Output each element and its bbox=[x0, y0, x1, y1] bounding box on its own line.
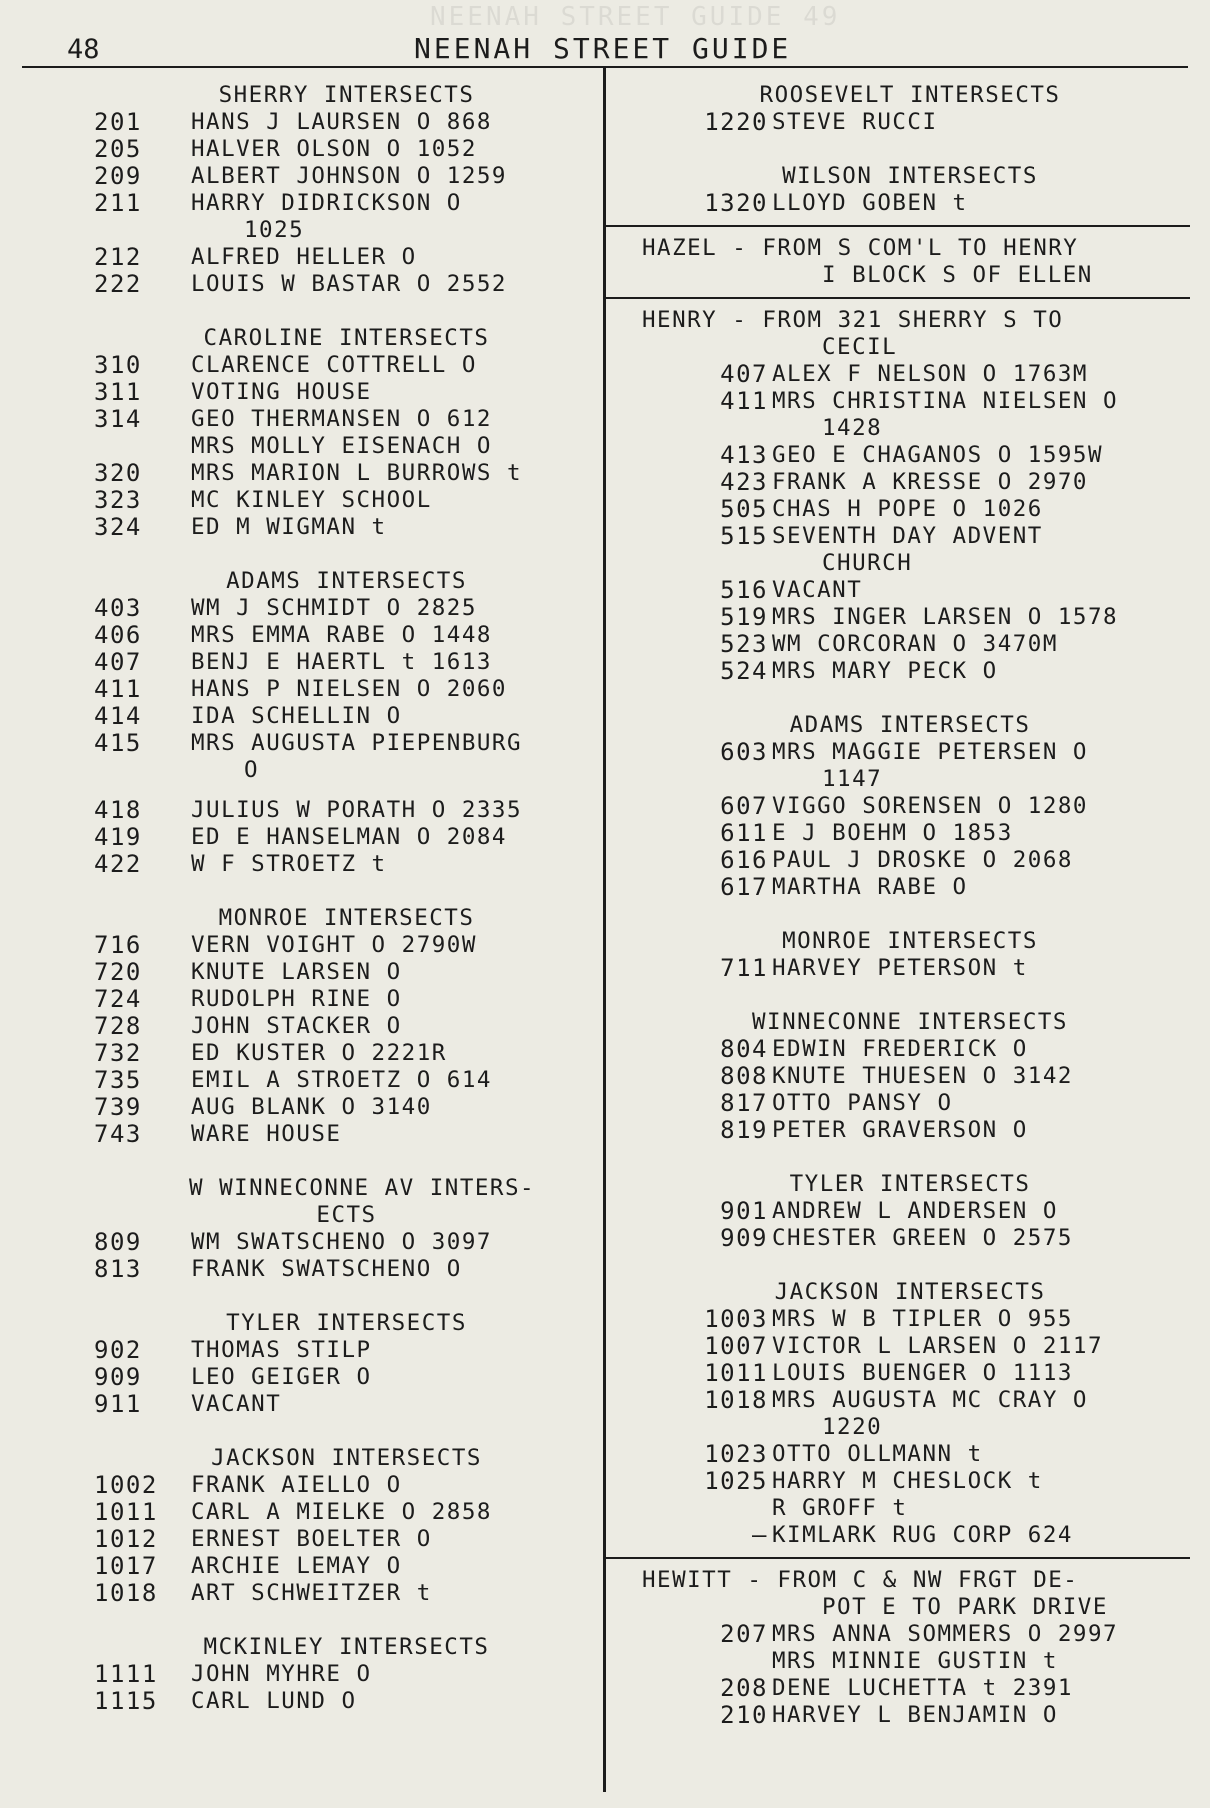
house-number: 1025 bbox=[704, 1467, 768, 1495]
street-heading bbox=[632, 307, 1188, 334]
resident-name: ALBERT JOHNSON O 1259 bbox=[191, 163, 507, 189]
house-number: — bbox=[752, 1521, 768, 1549]
directory-entry bbox=[94, 1553, 599, 1580]
spacer bbox=[94, 1283, 599, 1310]
resident-name: CHAS H POPE O 1026 bbox=[772, 496, 1043, 522]
resident-name: PETER GRAVERSON O bbox=[772, 1117, 1028, 1143]
house-number: 739 bbox=[94, 1093, 142, 1121]
continuation-text: 1220 bbox=[822, 1414, 883, 1440]
directory-entry bbox=[94, 433, 599, 460]
section-heading: ADAMS INTERSECTS bbox=[226, 568, 467, 594]
entry-continuation bbox=[632, 766, 1188, 793]
house-number: 205 bbox=[94, 135, 142, 163]
directory-entry bbox=[94, 703, 599, 730]
spacer bbox=[94, 1148, 599, 1175]
resident-name: KNUTE THUESEN O 3142 bbox=[772, 1063, 1073, 1089]
house-number: 311 bbox=[94, 378, 142, 406]
resident-name: RUDOLPH RINE O bbox=[191, 986, 402, 1012]
resident-name: WM CORCORAN O 3470M bbox=[772, 631, 1058, 657]
house-number: 1002 bbox=[94, 1471, 158, 1499]
house-number: 909 bbox=[720, 1224, 768, 1252]
directory-entry bbox=[94, 1661, 599, 1688]
section-heading: TYLER INTERSECTS bbox=[789, 1171, 1031, 1197]
rule-line bbox=[604, 225, 1190, 227]
directory-entry bbox=[632, 631, 1188, 658]
entry-continuation bbox=[632, 1414, 1188, 1441]
directory-entry bbox=[94, 1067, 599, 1094]
directory-entry bbox=[94, 244, 599, 271]
directory-entry bbox=[94, 797, 599, 824]
section-heading: TYLER INTERSECTS bbox=[226, 1310, 467, 1336]
directory-entry bbox=[632, 847, 1188, 874]
resident-name: ED M WIGMAN t bbox=[191, 514, 387, 540]
spacer bbox=[632, 1144, 1188, 1171]
house-number: 415 bbox=[94, 729, 142, 757]
house-number: 808 bbox=[720, 1062, 768, 1090]
directory-entry bbox=[94, 1526, 599, 1553]
directory-entry bbox=[632, 1495, 1188, 1522]
section-heading: WILSON INTERSECTS bbox=[782, 163, 1038, 189]
resident-name: E J BOEHM O 1853 bbox=[772, 820, 1013, 846]
house-number: 406 bbox=[94, 621, 142, 649]
column-divider bbox=[603, 66, 606, 1792]
house-number: 324 bbox=[94, 513, 142, 541]
directory-entry bbox=[94, 1580, 599, 1607]
directory-entry bbox=[94, 649, 599, 676]
directory-entry bbox=[94, 487, 599, 514]
section-heading: MONROE INTERSECTS bbox=[218, 905, 475, 931]
directory-entry bbox=[632, 955, 1188, 982]
entry-continuation bbox=[632, 550, 1188, 577]
house-number: 209 bbox=[94, 162, 142, 190]
directory-entry bbox=[94, 595, 599, 622]
continuation-text: 1025 bbox=[244, 217, 305, 243]
directory-entry bbox=[632, 1360, 1188, 1387]
directory-entry bbox=[632, 1063, 1188, 1090]
directory-entry bbox=[632, 1648, 1188, 1675]
resident-name: MRS EMMA RABE O 1448 bbox=[191, 622, 492, 648]
directory-entry bbox=[632, 469, 1188, 496]
resident-name: HARRY DIDRICKSON O bbox=[191, 190, 462, 216]
directory-entry bbox=[94, 824, 599, 851]
resident-name: MARTHA RABE O bbox=[772, 874, 968, 900]
spacer bbox=[632, 901, 1188, 928]
directory-entry bbox=[94, 514, 599, 541]
resident-name: MRS CHRISTINA NIELSEN O bbox=[772, 388, 1119, 414]
resident-name: HARVEY PETERSON t bbox=[772, 955, 1028, 981]
resident-name: IDA SCHELLIN O bbox=[191, 703, 402, 729]
resident-name: MRS MARION L BURROWS t bbox=[191, 460, 523, 486]
directory-entry bbox=[94, 932, 599, 959]
resident-name: ALFRED HELLER O bbox=[191, 244, 417, 270]
house-number: 1018 bbox=[704, 1386, 768, 1414]
directory-entry bbox=[632, 1387, 1188, 1414]
directory-entry bbox=[94, 163, 599, 190]
section-heading: WINNECONNE INTERSECTS bbox=[752, 1009, 1068, 1035]
section-heading: ECTS bbox=[316, 1202, 377, 1228]
house-number: 611 bbox=[720, 819, 768, 847]
house-number: 422 bbox=[94, 850, 142, 878]
house-number: 902 bbox=[94, 1336, 142, 1364]
house-number: 809 bbox=[94, 1228, 142, 1256]
directory-entry bbox=[632, 1090, 1188, 1117]
house-number: 411 bbox=[720, 387, 768, 415]
spacer bbox=[632, 685, 1188, 712]
entry-continuation bbox=[94, 217, 599, 244]
directory-entry bbox=[632, 604, 1188, 631]
resident-name: THOMAS STILP bbox=[191, 1337, 372, 1363]
house-number: 732 bbox=[94, 1039, 142, 1067]
entry-continuation bbox=[632, 415, 1188, 442]
house-number: 414 bbox=[94, 702, 142, 730]
house-number: 519 bbox=[720, 603, 768, 631]
resident-name: ALEX F NELSON O 1763M bbox=[772, 361, 1088, 387]
section-heading: W WINNECONNE AV INTERS- bbox=[189, 1175, 536, 1201]
directory-entry bbox=[632, 388, 1188, 415]
spacer bbox=[632, 982, 1188, 1009]
directory-entry bbox=[94, 1094, 599, 1121]
directory-entry bbox=[632, 874, 1188, 901]
house-number: 1003 bbox=[704, 1305, 768, 1333]
bleed-through-text: NEENAH STREET GUIDE 49 bbox=[430, 2, 841, 32]
directory-entry bbox=[632, 1198, 1188, 1225]
spacer bbox=[94, 784, 599, 797]
house-number: 616 bbox=[720, 846, 768, 874]
resident-name: DENE LUCHETTA t 2391 bbox=[772, 1675, 1073, 1701]
directory-entry bbox=[632, 523, 1188, 550]
section-heading: ADAMS INTERSECTS bbox=[789, 712, 1031, 738]
spacer bbox=[94, 1418, 599, 1445]
directory-entry bbox=[94, 676, 599, 703]
house-number: 617 bbox=[720, 873, 768, 901]
house-number: 804 bbox=[720, 1035, 768, 1063]
resident-name: EMIL A STROETZ O 614 bbox=[191, 1067, 492, 1093]
resident-name: MC KINLEY SCHOOL bbox=[191, 487, 432, 513]
directory-entry bbox=[94, 136, 599, 163]
house-number: 735 bbox=[94, 1066, 142, 1094]
street-description: I BLOCK S OF ELLEN bbox=[822, 262, 1093, 288]
directory-entry bbox=[632, 793, 1188, 820]
directory-entry bbox=[94, 730, 599, 757]
directory-entry bbox=[94, 1499, 599, 1526]
house-number: 819 bbox=[720, 1116, 768, 1144]
resident-name: MRS INGER LARSEN O 1578 bbox=[772, 604, 1119, 630]
house-number: 211 bbox=[94, 189, 142, 217]
house-number: 210 bbox=[720, 1701, 768, 1729]
resident-name: MRS MINNIE GUSTIN t bbox=[772, 1648, 1058, 1674]
directory-entry bbox=[94, 379, 599, 406]
rule-line bbox=[604, 1557, 1190, 1559]
directory-entry bbox=[632, 658, 1188, 685]
house-number: 1011 bbox=[704, 1359, 768, 1387]
section-heading: SHERRY INTERSECTS bbox=[218, 82, 475, 108]
house-number: 603 bbox=[720, 738, 768, 766]
spacer bbox=[94, 878, 599, 905]
house-number: 407 bbox=[94, 648, 142, 676]
directory-entry bbox=[632, 1621, 1188, 1648]
directory-entry bbox=[94, 851, 599, 878]
directory-entry bbox=[632, 577, 1188, 604]
house-number: 323 bbox=[94, 486, 142, 514]
resident-name: WM J SCHMIDT O 2825 bbox=[191, 595, 477, 621]
directory-entry bbox=[632, 1468, 1188, 1495]
resident-name: ED E HANSELMAN O 2084 bbox=[191, 824, 507, 850]
spacer bbox=[94, 541, 599, 568]
house-number: 516 bbox=[720, 576, 768, 604]
spacer bbox=[632, 1252, 1188, 1279]
street-heading bbox=[632, 235, 1188, 262]
directory-entry bbox=[632, 1522, 1188, 1549]
continuation-text: 1147 bbox=[822, 766, 883, 792]
house-number: 201 bbox=[94, 108, 142, 136]
house-number: 909 bbox=[94, 1363, 142, 1391]
continuation-text: 1428 bbox=[822, 415, 883, 441]
house-number: 515 bbox=[720, 522, 768, 550]
directory-entry bbox=[632, 1225, 1188, 1252]
directory-entry bbox=[632, 1036, 1188, 1063]
resident-name: R GROFF t bbox=[772, 1495, 908, 1521]
resident-name: CLARENCE COTTRELL O bbox=[191, 352, 477, 378]
house-number: 813 bbox=[94, 1255, 142, 1283]
resident-name: WM SWATSCHENO O 3097 bbox=[191, 1229, 492, 1255]
house-number: 423 bbox=[720, 468, 768, 496]
continuation-text: O bbox=[244, 757, 260, 783]
directory-entry bbox=[94, 986, 599, 1013]
section-rule bbox=[632, 217, 1188, 235]
directory-entry bbox=[632, 739, 1188, 766]
resident-name: ERNEST BOELTER O bbox=[191, 1526, 432, 1552]
directory-entry bbox=[632, 361, 1188, 388]
resident-name: VACANT bbox=[772, 577, 863, 603]
directory-entry bbox=[632, 1117, 1188, 1144]
section-heading: JACKSON INTERSECTS bbox=[774, 1279, 1046, 1305]
continuation-text: CHURCH bbox=[822, 550, 913, 576]
resident-name: CARL LUND O bbox=[191, 1688, 357, 1714]
page-title: NEENAH STREET GUIDE bbox=[414, 32, 792, 65]
resident-name: VERN VOIGHT O 2790W bbox=[191, 932, 477, 958]
directory-entry bbox=[94, 1364, 599, 1391]
street-heading-continuation bbox=[632, 262, 1188, 289]
entry-continuation bbox=[94, 757, 599, 784]
house-number: 724 bbox=[94, 985, 142, 1013]
section-heading: MONROE INTERSECTS bbox=[782, 928, 1038, 954]
resident-name: JOHN MYHRE O bbox=[191, 1661, 372, 1687]
street-description: HEWITT - FROM C & NW FRGT DE- bbox=[642, 1567, 1079, 1593]
house-number: 314 bbox=[94, 405, 142, 433]
house-number: 716 bbox=[94, 931, 142, 959]
directory-entry bbox=[94, 959, 599, 986]
resident-name: VIGGO SORENSEN O 1280 bbox=[772, 793, 1088, 819]
section-heading: ROOSEVELT INTERSECTS bbox=[759, 82, 1061, 108]
street-heading-continuation bbox=[632, 334, 1188, 361]
directory-entry bbox=[94, 460, 599, 487]
house-number: 419 bbox=[94, 823, 142, 851]
directory-entry bbox=[94, 190, 599, 217]
house-number: 407 bbox=[720, 360, 768, 388]
resident-name: JOHN STACKER O bbox=[191, 1013, 402, 1039]
directory-entry bbox=[94, 271, 599, 298]
directory-entry bbox=[632, 1675, 1188, 1702]
directory-entry bbox=[94, 1472, 599, 1499]
resident-name: EDWIN FREDERICK O bbox=[772, 1036, 1028, 1062]
house-number: 743 bbox=[94, 1120, 142, 1148]
house-number: 524 bbox=[720, 657, 768, 685]
directory-entry bbox=[94, 622, 599, 649]
resident-name: MRS ANNA SOMMERS O 2997 bbox=[772, 1621, 1119, 1647]
directory-entry bbox=[632, 1441, 1188, 1468]
spacer bbox=[94, 298, 599, 325]
resident-name: HANS P NIELSEN O 2060 bbox=[191, 676, 507, 702]
resident-name: W F STROETZ t bbox=[191, 851, 387, 877]
directory-entry bbox=[632, 1333, 1188, 1360]
house-number: 207 bbox=[720, 1620, 768, 1648]
right-column bbox=[632, 82, 1188, 1729]
resident-name: JULIUS W PORATH O 2335 bbox=[191, 797, 523, 823]
resident-name: ANDREW L ANDERSEN O bbox=[772, 1198, 1058, 1224]
left-column bbox=[94, 82, 599, 1715]
section-rule bbox=[632, 1549, 1188, 1567]
resident-name: LLOYD GOBEN t bbox=[772, 190, 968, 216]
resident-name: MRS MARY PECK O bbox=[772, 658, 998, 684]
house-number: 1023 bbox=[704, 1440, 768, 1468]
resident-name: LOUIS W BASTAR O 2552 bbox=[191, 271, 507, 297]
resident-name: FRANK AIELLO O bbox=[191, 1472, 402, 1498]
house-number: 1111 bbox=[94, 1660, 158, 1688]
resident-name: HARVEY L BENJAMIN O bbox=[772, 1702, 1058, 1728]
resident-name: AUG BLANK O 3140 bbox=[191, 1094, 432, 1120]
directory-entry bbox=[632, 820, 1188, 847]
house-number: 711 bbox=[720, 954, 768, 982]
house-number: 208 bbox=[720, 1674, 768, 1702]
section-heading: MCKINLEY INTERSECTS bbox=[203, 1634, 490, 1660]
directory-entry bbox=[94, 1229, 599, 1256]
resident-name: WARE HOUSE bbox=[191, 1121, 342, 1147]
resident-name: SEVENTH DAY ADVENT bbox=[772, 523, 1043, 549]
resident-name: PAUL J DROSKE O 2068 bbox=[772, 847, 1073, 873]
house-number: 1115 bbox=[94, 1687, 158, 1715]
house-number: 212 bbox=[94, 243, 142, 271]
resident-name: FRANK SWATSCHENO O bbox=[191, 1256, 462, 1282]
directory-entry bbox=[94, 1040, 599, 1067]
resident-name: ARCHIE LEMAY O bbox=[191, 1553, 402, 1579]
resident-name: GEO THERMANSEN O 612 bbox=[191, 406, 492, 432]
house-number: 1320 bbox=[704, 189, 768, 217]
house-number: 310 bbox=[94, 351, 142, 379]
house-number: 728 bbox=[94, 1012, 142, 1040]
directory-entry bbox=[632, 109, 1188, 136]
street-description: POT E TO PARK DRIVE bbox=[822, 1594, 1108, 1620]
house-number: 1220 bbox=[704, 108, 768, 136]
resident-name: MRS AUGUSTA MC CRAY O bbox=[772, 1387, 1088, 1413]
directory-entry bbox=[94, 1013, 599, 1040]
resident-name: CHESTER GREEN O 2575 bbox=[772, 1225, 1073, 1251]
resident-name: KIMLARK RUG CORP 624 bbox=[772, 1522, 1073, 1548]
street-heading-continuation bbox=[632, 1594, 1188, 1621]
resident-name: LEO GEIGER O bbox=[191, 1364, 372, 1390]
resident-name: OTTO PANSY O bbox=[772, 1090, 953, 1116]
rule-line bbox=[604, 297, 1190, 299]
resident-name: HANS J LAURSEN O 868 bbox=[191, 109, 492, 135]
resident-name: VACANT bbox=[191, 1391, 282, 1417]
street-description: HAZEL - FROM S COM'L TO HENRY bbox=[642, 235, 1079, 261]
house-number: 1012 bbox=[94, 1525, 158, 1553]
house-number: 505 bbox=[720, 495, 768, 523]
resident-name: MRS AUGUSTA PIEPENBURG bbox=[191, 730, 523, 756]
house-number: 222 bbox=[94, 270, 142, 298]
directory-entry bbox=[94, 1256, 599, 1283]
house-number: 320 bbox=[94, 459, 142, 487]
resident-name: FRANK A KRESSE O 2970 bbox=[772, 469, 1088, 495]
directory-entry bbox=[94, 1337, 599, 1364]
house-number: 523 bbox=[720, 630, 768, 658]
house-number: 1011 bbox=[94, 1498, 158, 1526]
house-number: 720 bbox=[94, 958, 142, 986]
spacer bbox=[632, 136, 1188, 163]
resident-name: BENJ E HAERTL t 1613 bbox=[191, 649, 492, 675]
resident-name: HALVER OLSON O 1052 bbox=[191, 136, 477, 162]
directory-entry bbox=[632, 1702, 1188, 1729]
section-rule bbox=[632, 289, 1188, 307]
resident-name: VICTOR L LARSEN O 2117 bbox=[772, 1333, 1104, 1359]
spacer bbox=[94, 1607, 599, 1634]
house-number: 901 bbox=[720, 1197, 768, 1225]
resident-name: HARRY M CHESLOCK t bbox=[772, 1468, 1043, 1494]
house-number: 418 bbox=[94, 796, 142, 824]
directory-entry bbox=[94, 1688, 599, 1715]
directory-entry bbox=[94, 1391, 599, 1418]
street-description: HENRY - FROM 321 SHERRY S TO bbox=[642, 307, 1064, 333]
directory-entry bbox=[94, 109, 599, 136]
directory-entry bbox=[632, 190, 1188, 217]
house-number: 411 bbox=[94, 675, 142, 703]
house-number: 1018 bbox=[94, 1579, 158, 1607]
house-number: 403 bbox=[94, 594, 142, 622]
resident-name: ED KUSTER O 2221R bbox=[191, 1040, 447, 1066]
house-number: 413 bbox=[720, 441, 768, 469]
directory-entry bbox=[94, 406, 599, 433]
house-number: 607 bbox=[720, 792, 768, 820]
directory-entry bbox=[632, 442, 1188, 469]
page-number: 48 bbox=[67, 34, 100, 65]
resident-name: OTTO OLLMANN t bbox=[772, 1441, 983, 1467]
house-number: 1007 bbox=[704, 1332, 768, 1360]
directory-entry bbox=[94, 352, 599, 379]
directory-entry bbox=[94, 1121, 599, 1148]
section-heading: JACKSON INTERSECTS bbox=[211, 1445, 482, 1471]
directory-entry bbox=[632, 1306, 1188, 1333]
resident-name: MRS MOLLY EISENACH O bbox=[191, 433, 492, 459]
street-heading bbox=[632, 1567, 1188, 1594]
resident-name: ART SCHWEITZER t bbox=[191, 1580, 432, 1606]
resident-name: STEVE RUCCI bbox=[772, 109, 938, 135]
resident-name: MRS W B TIPLER O 955 bbox=[772, 1306, 1073, 1332]
resident-name: KNUTE LARSEN O bbox=[191, 959, 402, 985]
resident-name: LOUIS BUENGER O 1113 bbox=[772, 1360, 1073, 1386]
directory-entry bbox=[632, 496, 1188, 523]
section-heading: CAROLINE INTERSECTS bbox=[203, 325, 490, 351]
resident-name: MRS MAGGIE PETERSEN O bbox=[772, 739, 1088, 765]
house-number: 817 bbox=[720, 1089, 768, 1117]
street-description: CECIL bbox=[822, 334, 898, 360]
resident-name: GEO E CHAGANOS O 1595W bbox=[772, 442, 1104, 468]
house-number: 1017 bbox=[94, 1552, 158, 1580]
resident-name: VOTING HOUSE bbox=[191, 379, 372, 405]
resident-name: CARL A MIELKE O 2858 bbox=[191, 1499, 492, 1525]
house-number: 911 bbox=[94, 1390, 142, 1418]
